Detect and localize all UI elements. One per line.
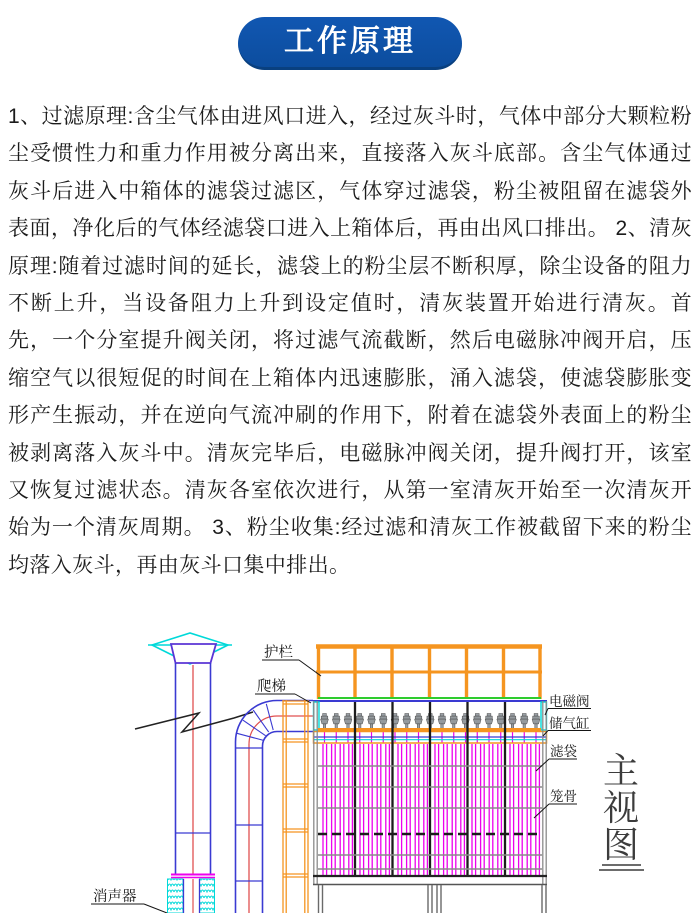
pulse-valve-icon [485, 714, 493, 729]
pulse-valve-icon [321, 714, 329, 729]
outlet-duct [236, 701, 314, 913]
pulse-valve-icon [497, 714, 505, 729]
view-title-char-3: 图 [603, 825, 639, 866]
pulse-valve-icon [344, 714, 352, 729]
label-air-reservoir: 储气缸 [549, 715, 590, 731]
pulse-valve-icon [415, 714, 423, 729]
pulse-valve-icon [438, 714, 446, 729]
view-title-char-1: 主 [603, 751, 639, 792]
label-muffler: 消声器 [93, 887, 137, 905]
muffler [168, 879, 215, 913]
section-title-banner: 工作原理 [238, 17, 462, 70]
label-solenoid-valve: 电磁阀 [549, 693, 590, 709]
label-ladder: 爬梯 [257, 677, 286, 695]
support-legs [319, 885, 547, 913]
pulse-valve-icon [368, 714, 376, 729]
pulse-valve-icon [379, 714, 387, 729]
pulse-valve-icon [332, 714, 340, 729]
guardrail [316, 647, 542, 700]
pulse-valve-icon [356, 714, 364, 729]
pulse-valve-icon [520, 714, 528, 729]
pulse-valve-icon [450, 714, 458, 729]
callout-labels [91, 643, 591, 913]
working-principle-text: 1、过滤原理:含尘气体由进风口进入，经过灰斗时，气体中部分大颗粒粉尘受惯性力和重力作用被分离出来，直接落入灰斗底部。含尘气体通过灰斗后进入中箱体的滤袋过滤区，气体穿过滤袋，粉尘被阻留在滤袋外表面，净化后的气体经滤袋口进入上箱体后，再由出风口排出。 2、清灰原理:随着过滤时间的延长，滤袋上的粉尘层不断积厚，除尘设备的阻力不断上升，当设备阻力上升到设定值时，清灰装置开始进行清灰。首先，一个分室提升阀关闭，将过滤气流截断，然后电磁脉冲阀开启，压缩空气以很短促的时间在上箱体内迅速膨胀，涌入滤袋，使滤袋膨胀变形产生振动，并在逆向气流冲刷的作用下，附着在滤袋外表面上的粉尘被剥离落入灰斗中。清灰完毕后，电磁脉冲阀关闭，提升阀打开，该室又恢复过滤状态。清灰各室依次进行，从第一室清灰开始至一次清灰开始为一个清灰周期。 3、粉尘收集:经过滤和清灰工作被截留下来的粉尘均落入灰斗，再由灰斗口集中排出。 [8, 98, 692, 584]
view-title-char-2: 视 [603, 788, 639, 829]
baghouse-body [313, 698, 547, 913]
label-filter-bag: 滤袋 [550, 743, 577, 759]
pulse-valve-icon [509, 714, 517, 729]
view-title [599, 751, 644, 870]
label-guardrail: 护栏 [264, 643, 293, 661]
label-bag-cage: 笼骨 [550, 789, 577, 804]
pulse-valve-icon [473, 714, 481, 729]
pulse-valve-icon [403, 714, 411, 729]
pipe-break-symbol [135, 712, 253, 732]
front-view-diagram [0, 603, 700, 913]
pulse-valve-icon [532, 714, 540, 729]
